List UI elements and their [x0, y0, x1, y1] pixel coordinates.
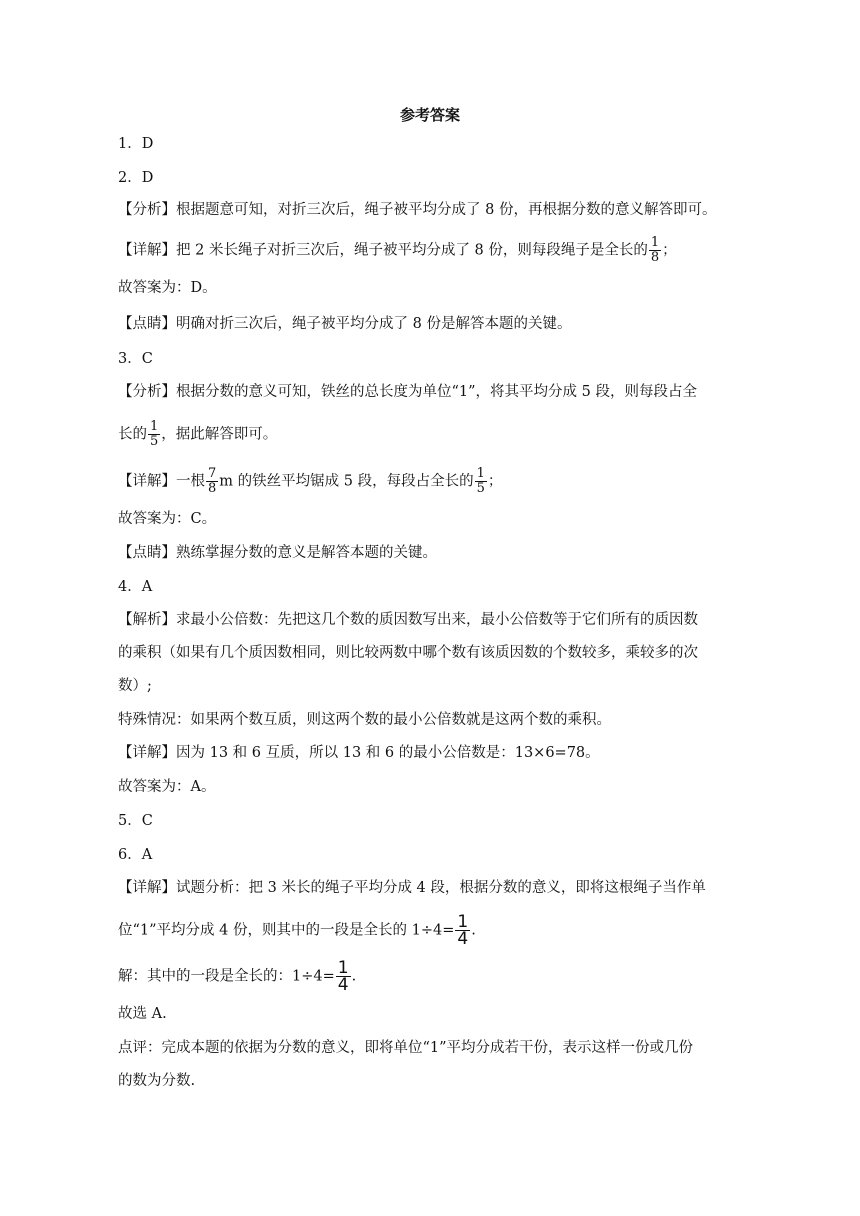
fraction-one-quarter: $\frac{1}{4}$ [457, 912, 469, 949]
answer-1: 1．D [118, 136, 154, 152]
answer-4-special: 特殊情况：如果两个数互质，则这两个数的最小公倍数就是这两个数的乘积。 [118, 712, 611, 728]
answer-3-analysis-line1: 【分析】根据分数的意义可知，铁丝的总长度为单位“1”，将其平均分成 5 段，则每段占全 [118, 384, 697, 400]
answer-6-comment-line2: 的数为分数. [118, 1073, 196, 1089]
fraction-one-fifth: $\frac{1}{5}$ [476, 466, 485, 496]
answer-6-detail-line1: 【详解】试题分析：把 3 米长的绳子平均分成 4 段，根据分数的意义，即将这根绳子当作单 [118, 880, 706, 896]
answer-3-detail: 【详解】一根 $\frac{7}{8}$ m 的铁丝平均锯成 5 段，每段占全长的 $\frac{1}{5}$ ； [118, 466, 503, 496]
answer-4-detail: 【详解】因为 13 和 6 互质，所以 13 和 6 的最小公倍数是：13×6=78。 [118, 745, 600, 761]
answer-2-comment: 【点睛】明确对折三次后，绳子被平均分成了 8 份是解答本题的关键。 [118, 316, 572, 332]
answer-4-result: 故答案为：A。 [118, 779, 216, 795]
answer-2-result: 故答案为：D。 [118, 280, 217, 296]
fraction-one-fifth: $\frac{1}{5}$ [150, 419, 159, 449]
answer-6: 6．A [118, 847, 153, 863]
answer-4-analysis-line3: 数）; [118, 678, 152, 694]
answer-6-comment-line1: 点评：完成本题的依据为分数的意义，即将单位“1”平均分成若干份，表示这样一份或几份 [118, 1040, 694, 1056]
answer-2-detail: 【详解】把 2 米长绳子对折三次后，绳子被平均分成了 8 份，则每段绳子是全长的 $\frac{1}{8}$ ； [118, 235, 677, 265]
answer-3-analysis-line2: 长的 $\frac{1}{5}$ ，据此解答即可。 [118, 419, 278, 449]
fraction-one-eighth: $\frac{1}{8}$ [650, 235, 660, 265]
page-title: 参考答案 [399, 106, 460, 124]
answer-6-detail-line2: 位“1”平均分成 4 份，则其中的一段是全长的 1÷4= $\frac{1}{4}$ . [118, 912, 476, 949]
answer-3: 3．C [118, 351, 153, 367]
fraction-one-quarter: $\frac{1}{4}$ [337, 958, 349, 995]
answer-2-analysis: 【分析】根据题意可知，对折三次后，绳子被平均分成了 8 份，再根据分数的意义解答即可。 [118, 202, 717, 218]
answer-3-comment: 【点睛】熟练掌握分数的意义是解答本题的关键。 [118, 545, 437, 561]
fraction-seven-eighths: $\frac{7}{8}$ [208, 466, 217, 496]
answer-4: 4．A [118, 579, 153, 595]
answer-4-analysis-line2: 的乘积（如果有几个质因数相同，则比较两数中哪个数有该质因数的个数较多，乘较多的次 [118, 645, 698, 661]
answer-2: 2．D [118, 170, 154, 186]
answer-2-detail-text: 【详解】把 2 米长绳子对折三次后，绳子被平均分成了 8 份，则每段绳子是全长的 [118, 242, 648, 259]
answer-6-choice: 故选 A. [118, 1006, 167, 1022]
answer-5: 5．C [118, 813, 153, 829]
answer-3-result: 故答案为：C。 [118, 511, 217, 527]
answer-4-analysis-line1: 【解析】求最小公倍数：先把这几个数的质因数写出来，最小公倍数等于它们所有的质因数 [118, 612, 698, 628]
answer-6-solution: 解：其中的一段是全长的：1÷4= $\frac{1}{4}$ . [118, 958, 357, 995]
